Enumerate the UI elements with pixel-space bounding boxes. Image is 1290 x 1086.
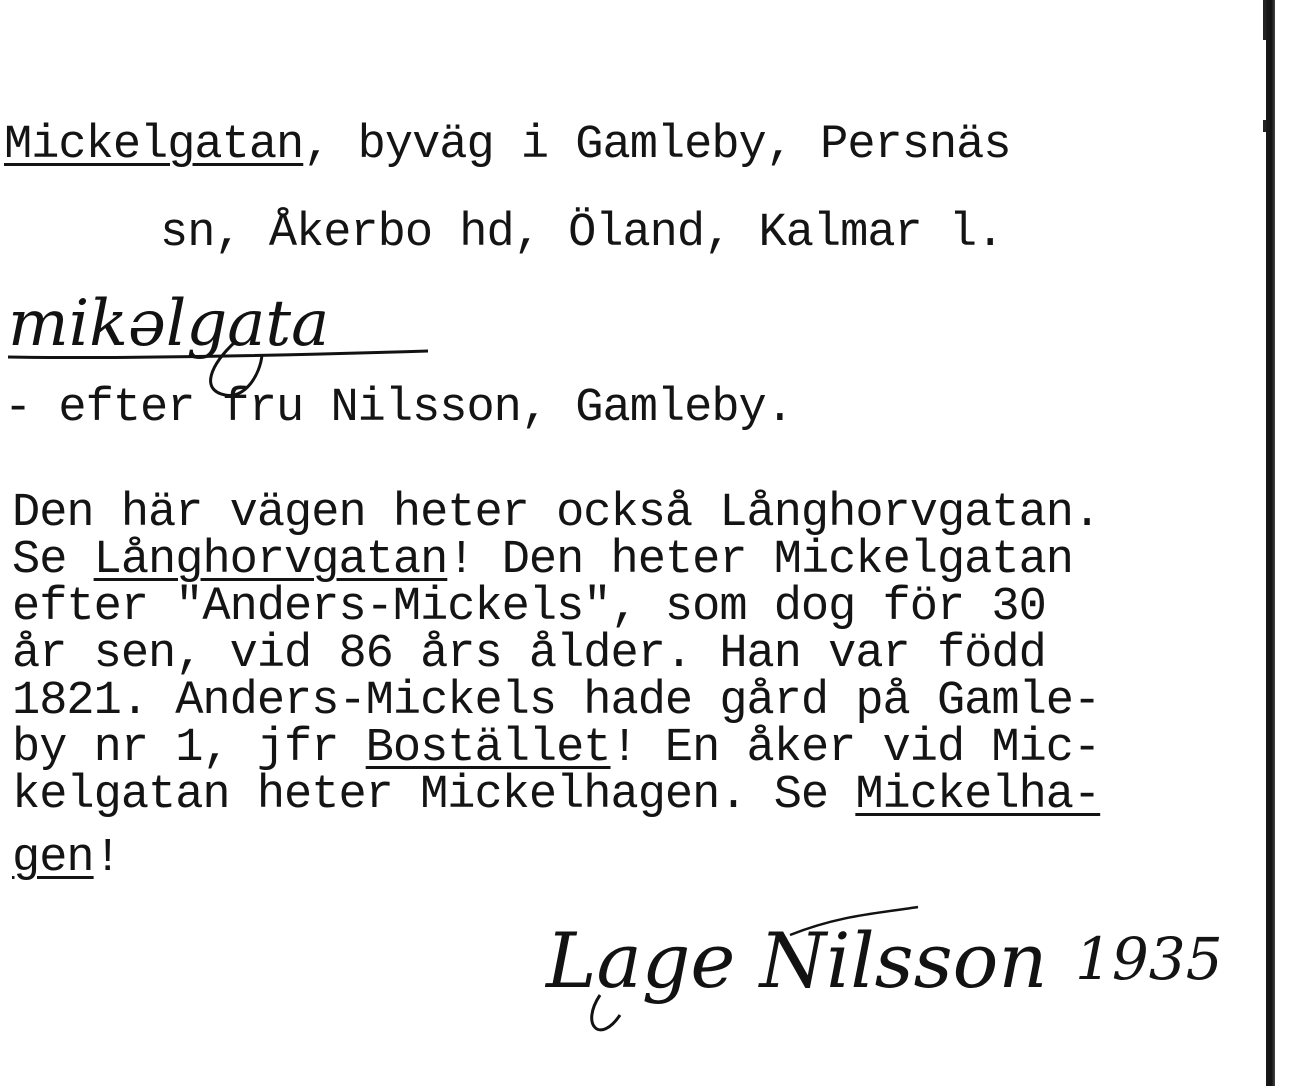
informant-line: - efter fru Nilsson, Gamleby. bbox=[4, 382, 793, 435]
signature bbox=[540, 895, 1060, 1055]
body-line-1: Den här vägen heter också Långhorvgatan. bbox=[12, 487, 1101, 540]
headword-rest: , byväg i Gamleby, Persnäs bbox=[303, 119, 1011, 172]
body-line-7: kelgatan heter Mickelhagen. Se Mickelha- bbox=[12, 769, 1101, 822]
link-mickelhagen-cont: gen bbox=[12, 832, 94, 885]
link-langhorvgatan: Långhorvgatan bbox=[93, 534, 448, 587]
location-line: sn, Åkerbo hd, Öland, Kalmar l. bbox=[160, 207, 1004, 260]
body-line-4: år sen, vid 86 års ålder. Han var född bbox=[12, 628, 1046, 681]
body-line-8: gen! bbox=[12, 832, 121, 885]
signature-year: 1935 bbox=[1075, 925, 1223, 993]
edge-speck bbox=[1263, 0, 1266, 40]
card-edge-line bbox=[1266, 0, 1275, 1086]
headword: Mickelgatan bbox=[4, 119, 304, 172]
link-bostallet: Bostället bbox=[365, 722, 611, 775]
edge-speck bbox=[1263, 120, 1266, 132]
body-line-2: Se Långhorvgatan! Den heter Mickelgatan bbox=[12, 534, 1074, 587]
signature-name: Lage Nilsson bbox=[546, 916, 1048, 1005]
pronunciation-text: mikəlgata bbox=[8, 287, 330, 361]
body-line-3: efter "Anders-Mickels", som dog för 30 bbox=[12, 581, 1046, 634]
headword-line bbox=[4, 119, 1011, 172]
body-line-6: by nr 1, jfr Bostället! En åker vid Mic- bbox=[12, 722, 1101, 775]
link-mickelhagen: Mickelha- bbox=[855, 769, 1101, 822]
body-line-5: 1821. Anders-Mickels hade gård på Gamle- bbox=[12, 675, 1101, 728]
